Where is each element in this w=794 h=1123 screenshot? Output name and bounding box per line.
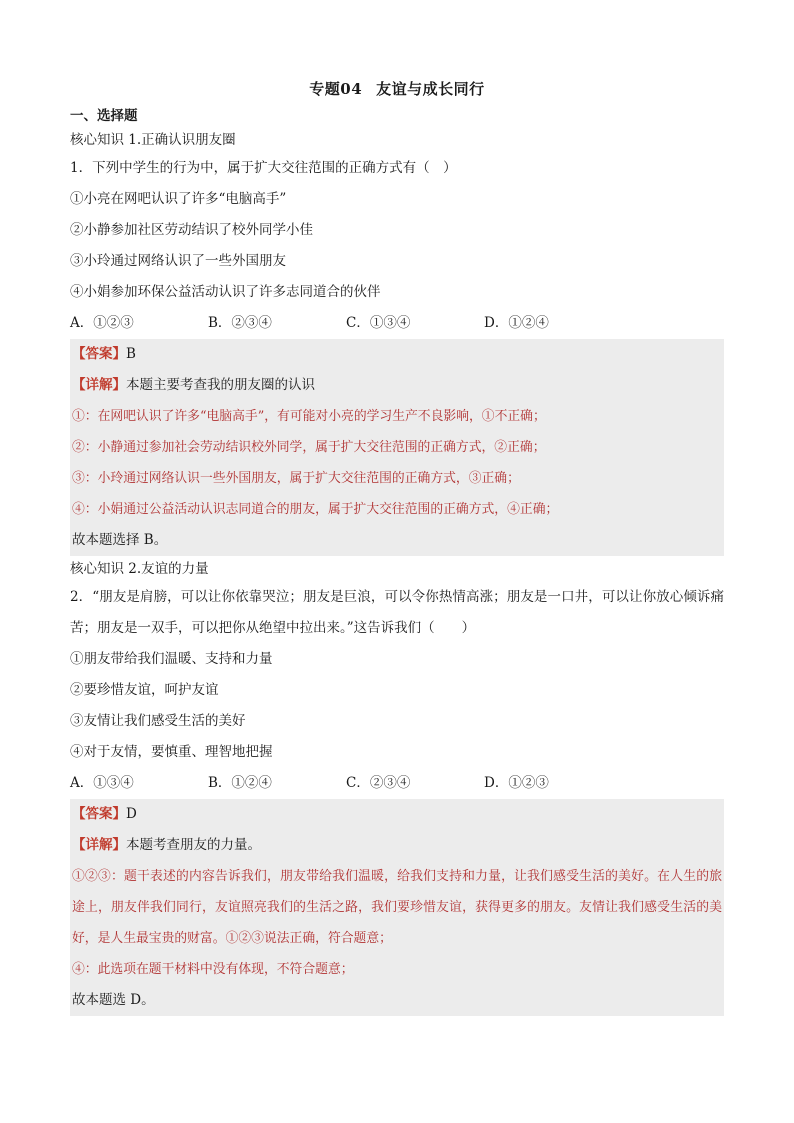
detail-line	[72, 370, 722, 401]
answer-line	[72, 799, 722, 830]
question-1-answer-box	[70, 339, 724, 556]
question-1-item: ②小静参加社区劳动结识了校外同学小佳	[70, 222, 313, 238]
answer-value: B	[126, 346, 136, 362]
topic-number: 专题04	[309, 80, 363, 98]
detail-line	[72, 830, 722, 861]
conclusion-line: 故本题选 D。	[72, 992, 155, 1008]
analysis-line: ①：在网吧认识了许多“电脑高手”，有可能对小亮的学习生产不良影响，①不正确；	[72, 409, 546, 424]
option-c: C．②③④	[346, 775, 411, 791]
answer-tag: 【答案】	[72, 806, 126, 822]
detail-tag: 【详解】	[72, 837, 126, 853]
answer-value: D	[126, 806, 137, 822]
option-a: A．①③④	[70, 775, 134, 791]
question-2-item: ③友情让我们感受生活的美好	[70, 713, 246, 729]
topic-name: 友谊与成长同行	[376, 80, 485, 98]
analysis-line: ②：小静通过参加社会劳动结识校外同学，属于扩大交往范围的正确方式，②正确；	[72, 440, 546, 455]
knowledge-heading-2: 核心知识 2.友谊的力量	[70, 561, 209, 577]
analysis-line: ④：小娟通过公益活动认识志同道合的朋友，属于扩大交往范围的正确方式，④正确；	[72, 502, 559, 517]
option-b: B．②③④	[208, 315, 272, 331]
content	[70, 105, 724, 1016]
option-a: A．①②③	[70, 315, 134, 331]
detail-tag: 【详解】	[72, 377, 126, 393]
question-2-options	[70, 768, 724, 799]
page-title	[0, 78, 794, 99]
option-d: D．①②③	[484, 775, 549, 791]
question-2	[70, 582, 724, 1016]
detail-intro: 本题主要考查我的朋友圈的认识	[126, 377, 315, 393]
question-1-stem: 1．下列中学生的行为中，属于扩大交往范围的正确方式有（ ）	[70, 160, 457, 176]
analysis-line: ③：小玲通过网络认识一些外国朋友，属于扩大交往范围的正确方式，③正确；	[72, 471, 520, 486]
option-b: B．①②④	[208, 775, 272, 791]
analysis-paragraph: ①②③：题干表述的内容告诉我们，朋友带给我们温暖，给我们支持和力量，让我们感受生活的美好。在人生的旅途上，朋友伴我们同行，友谊照亮我们的生活之路，我们要珍惜友谊，获得更多的朋友。友情让我们感受生活的美好，是人生最宝贵的财富。①②③说法正确，符合题意；	[72, 869, 722, 946]
detail-intro: 本题考查朋友的力量。	[126, 837, 261, 853]
answer-line	[72, 339, 722, 370]
analysis-line: ④：此选项在题干材料中没有体现，不符合题意；	[72, 962, 354, 977]
question-2-item: ①朋友带给我们温暖、支持和力量	[70, 651, 273, 667]
question-1-item: ③小玲通过网络认识了一些外国朋友	[70, 253, 286, 269]
question-1-item: ①小亮在网吧认识了许多“电脑高手”	[70, 191, 287, 207]
question-1-item: ④小娟参加环保公益活动认识了许多志同道合的伙伴	[70, 284, 381, 300]
question-2-stem: 2．“朋友是肩膀，可以让你依靠哭泣；朋友是巨浪，可以令你热情高涨；朋友是一口井，可以让你放心倾诉痛苦；朋友是一双手，可以把你从绝望中拉出来。”这告诉我们（ ）	[70, 589, 724, 636]
question-1-options	[70, 308, 724, 339]
answer-tag: 【答案】	[72, 346, 126, 362]
option-d: D．①②④	[484, 315, 549, 331]
question-2-item: ④对于友情，要慎重、理智地把握	[70, 744, 273, 760]
section-heading: 一、选择题	[70, 108, 138, 124]
question-2-answer-box	[70, 799, 724, 1016]
option-c: C．①③④	[346, 315, 411, 331]
question-1	[70, 153, 724, 556]
conclusion-line: 故本题选择 B。	[72, 532, 168, 548]
question-2-item: ②要珍惜友谊，呵护友谊	[70, 682, 219, 698]
knowledge-heading-1: 核心知识 1.正确认识朋友圈	[70, 132, 236, 148]
